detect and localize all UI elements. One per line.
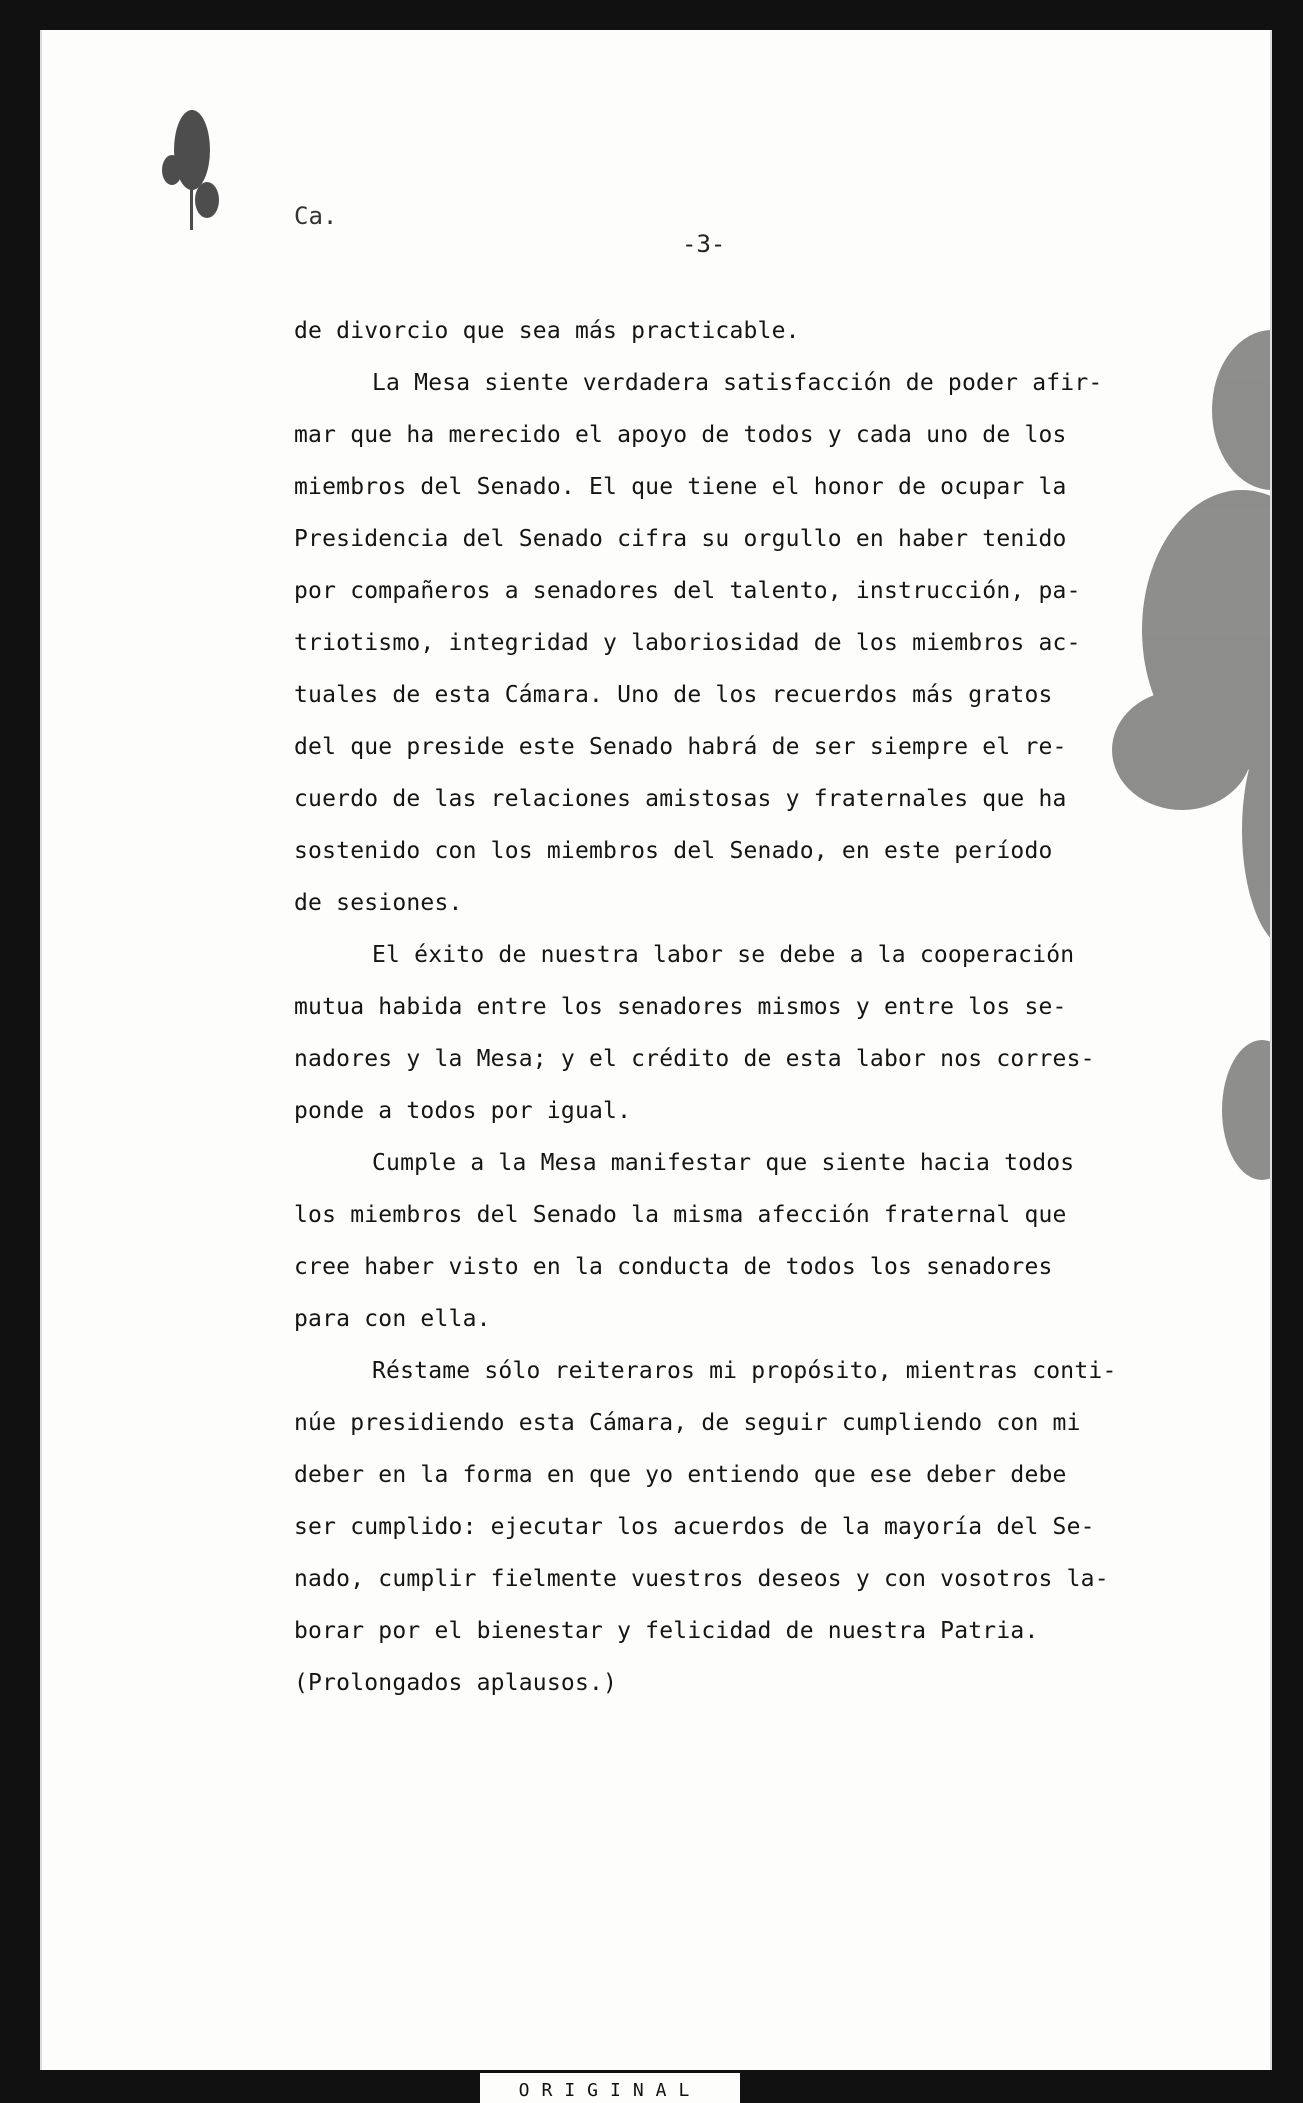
text-line: núe presidiendo esta Cámara, de seguir cumpliendo con mi [294, 1410, 1081, 1436]
text-line: miembros del Senado. El que tiene el honor de ocupar la [294, 474, 1067, 500]
text-line: El éxito de nuestra labor se debe a la cooperación [372, 942, 1075, 968]
text-line: sostenido con los miembros del Senado, en este período [294, 838, 1053, 864]
body-text [294, 305, 1194, 1709]
text-line: nadores y la Mesa; y el crédito de esta labor nos corres- [294, 1046, 1095, 1072]
text-line: cree haber visto en la conducta de todos los senadores [294, 1254, 1053, 1280]
page-number: -3- [682, 230, 726, 258]
text-line: mutua habida entre los senadores mismos y entre los se- [294, 994, 1067, 1020]
footer-original-tab: ORIGINAL [480, 2070, 740, 2103]
text-line: los miembros del Senado la misma afección fraternal que [294, 1202, 1067, 1228]
text-line: borar por el bienestar y felicidad de nuestra Patria. [294, 1618, 1039, 1644]
text-line: de sesiones. [294, 890, 463, 916]
text-line: cuerdo de las relaciones amistosas y fraternales que ha [294, 786, 1067, 812]
text-line: por compañeros a senadores del talento, instrucción, pa- [294, 578, 1081, 604]
document-page [40, 30, 1272, 2070]
text-line: Presidencia del Senado cifra su orgullo en haber tenido [294, 526, 1067, 552]
text-line: deber en la forma en que yo entiendo que ese deber debe [294, 1462, 1067, 1488]
text-line: del que preside este Senado habrá de ser siempre el re- [294, 734, 1067, 760]
text-line: La Mesa siente verdadera satisfacción de poder afir- [372, 370, 1103, 396]
text-line: mar que ha merecido el apoyo de todos y cada uno de los [294, 422, 1067, 448]
text-line: de divorcio que sea más practicable. [294, 318, 800, 344]
text-line: Réstame sólo reiteraros mi propósito, mientras conti- [372, 1358, 1117, 1384]
text-line: tuales de esta Cámara. Uno de los recuerdos más gratos [294, 682, 1053, 708]
text-line: ponde a todos por igual. [294, 1098, 632, 1124]
text-line: nado, cumplir fielmente vuestros deseos y con vosotros la- [294, 1566, 1109, 1592]
text-line: para con ella. [294, 1306, 491, 1332]
text-line: (Prolongados aplausos.) [294, 1670, 618, 1696]
text-line: triotismo, integridad y laboriosidad de los miembros ac- [294, 630, 1081, 656]
header-mark: Ca. [294, 202, 338, 230]
ink-stain-left [142, 90, 242, 240]
text-line: ser cumplido: ejecutar los acuerdos de la mayoría del Se- [294, 1514, 1095, 1540]
text-line: Cumple a la Mesa manifestar que siente hacia todos [372, 1150, 1075, 1176]
